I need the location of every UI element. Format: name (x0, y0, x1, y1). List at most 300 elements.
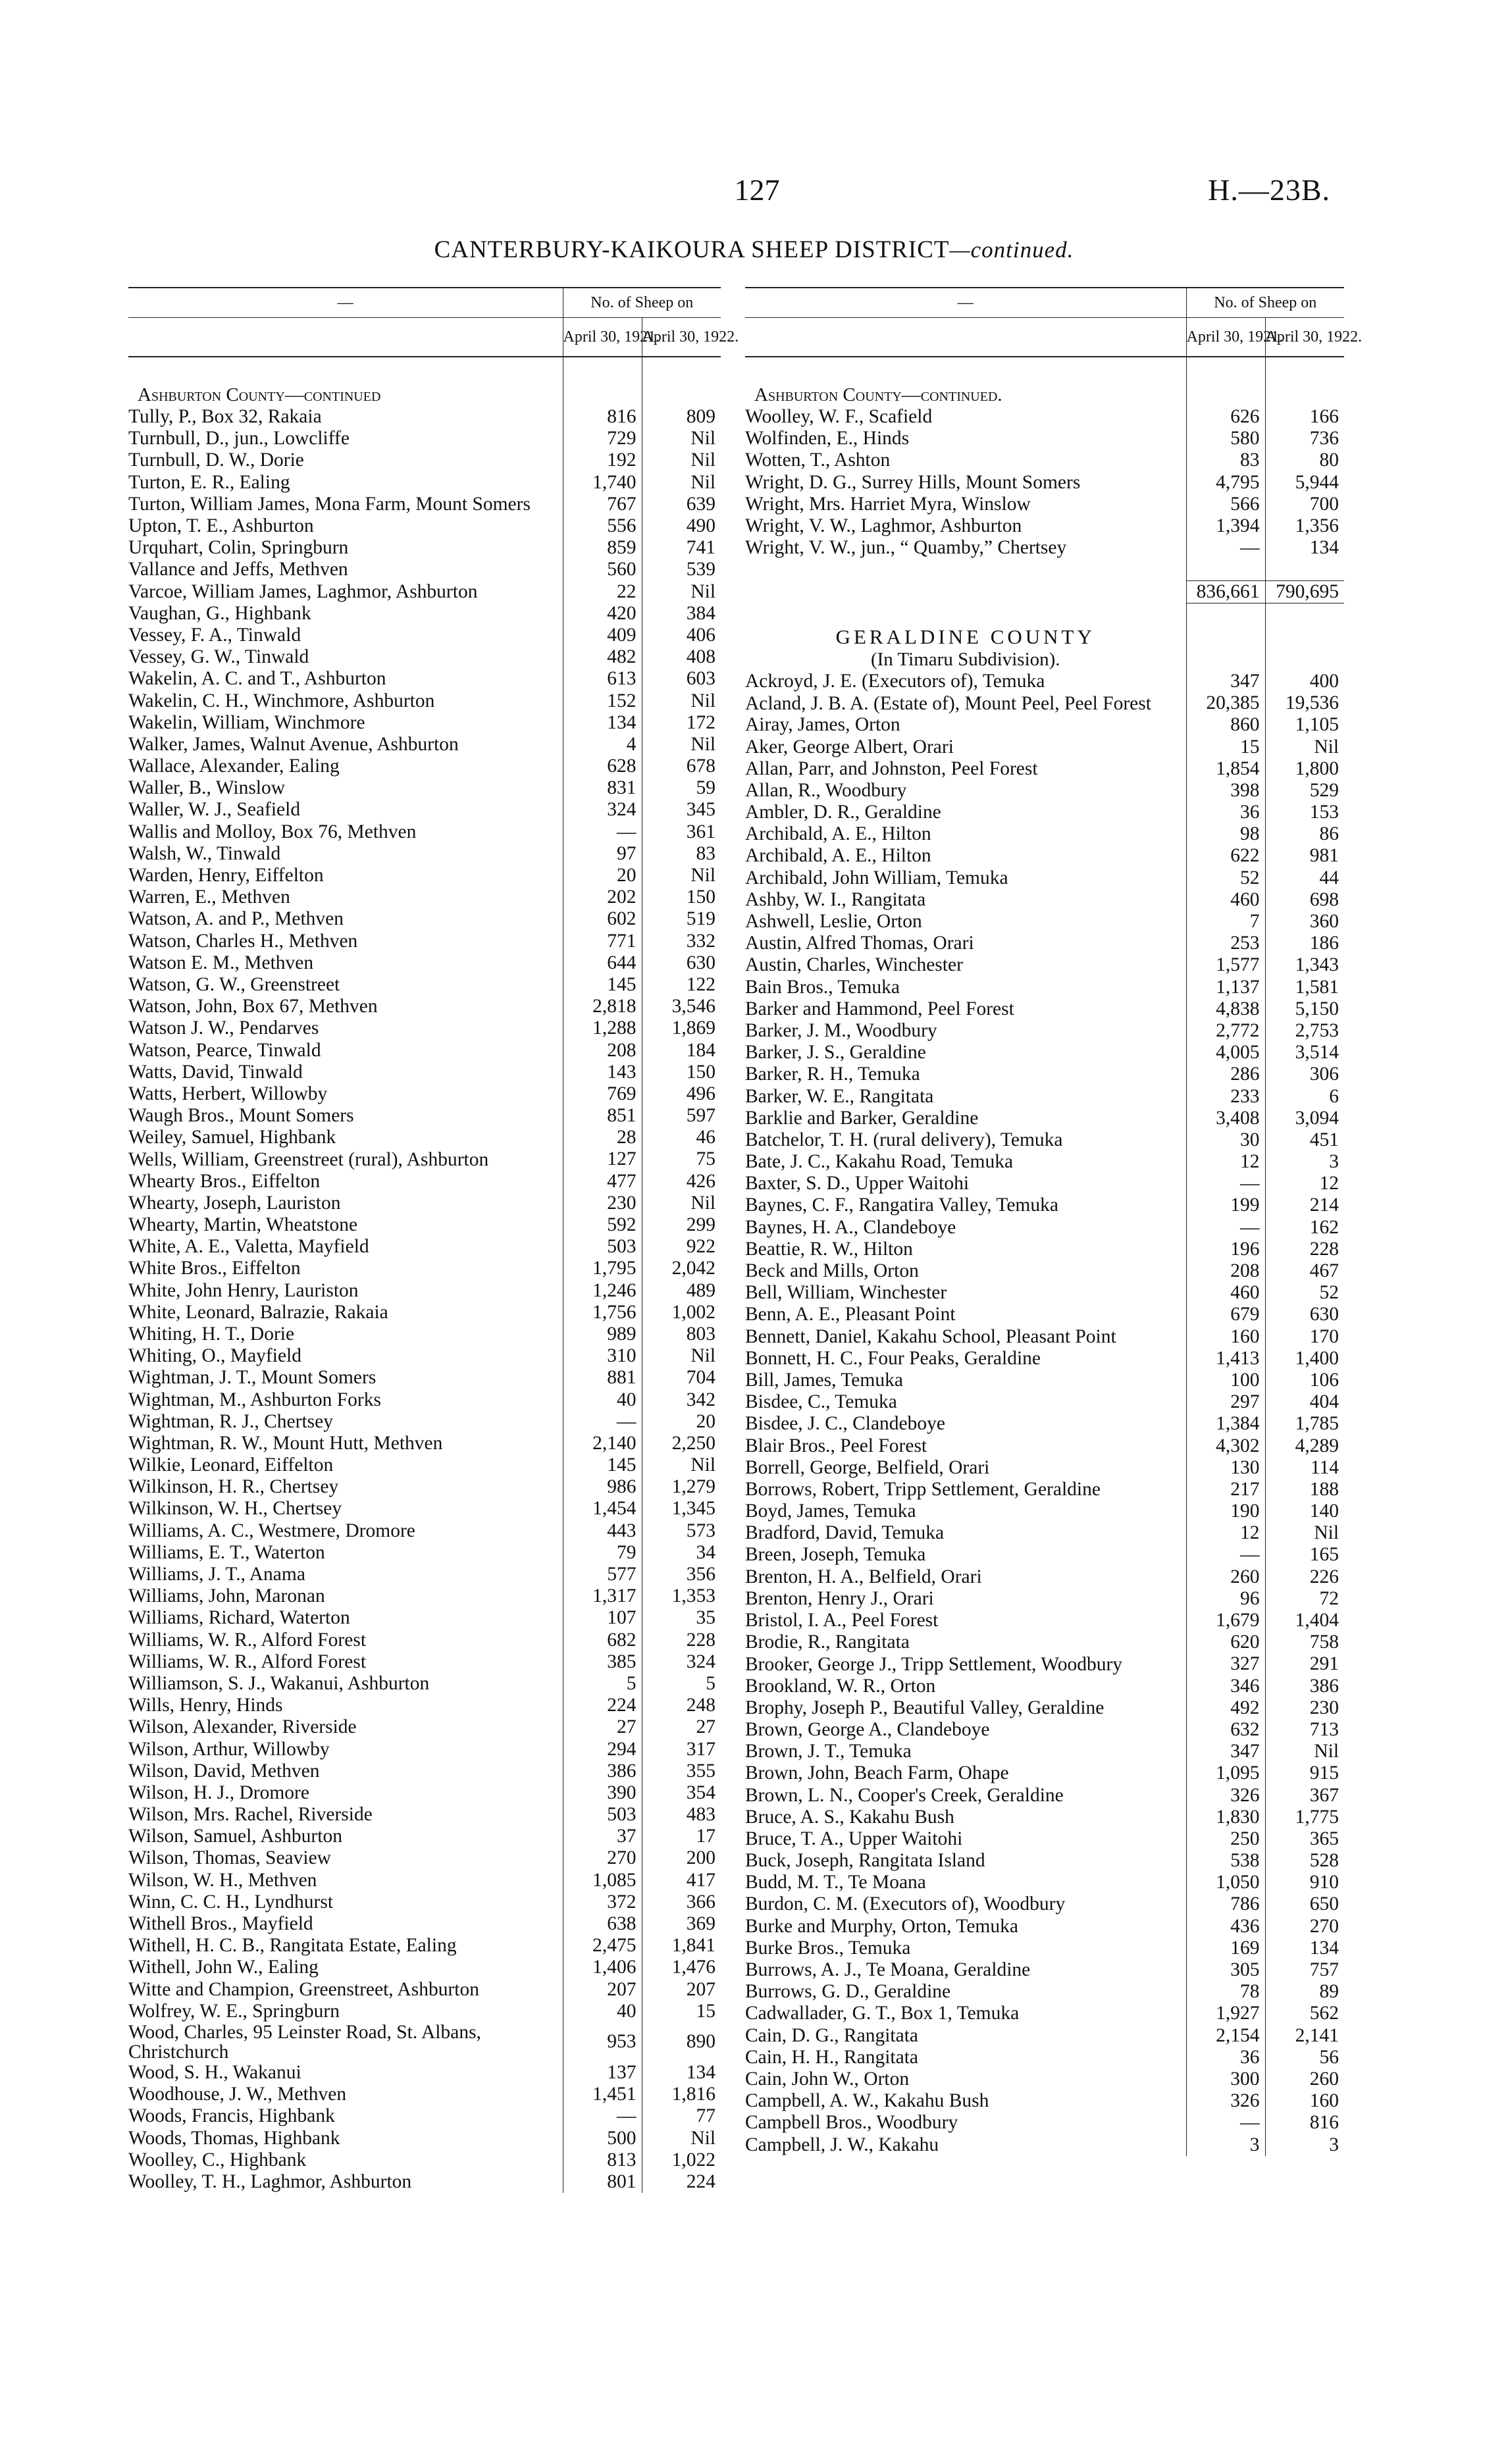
table-row (745, 1239, 1344, 1260)
owner-name: Bruce, T. A., Upper Waitohi (745, 1828, 963, 1849)
sheep-1921: 199 (1186, 1194, 1265, 1216)
sheep-1922: 165 (1265, 1544, 1344, 1566)
sheep-1922: 1,775 (1265, 1807, 1344, 1828)
owner-name: Wightman, M., Ashburton Forks (128, 1389, 381, 1410)
owner-name: Bennett, Daniel, Kakahu School, Pleasant Point (745, 1326, 1116, 1348)
sheep-1922: 20 (642, 1411, 721, 1433)
sheep-1922: 230 (1265, 1697, 1344, 1719)
table-row (128, 1433, 721, 1454)
section-heading: Ashburton County—continued. (754, 384, 1002, 405)
sheep-1922: 52 (1265, 1282, 1344, 1304)
owner-name: Ashby, W. I., Rangitata (745, 888, 926, 910)
sheep-1921: 767 (563, 494, 642, 515)
owner-name: Warren, E., Methven (128, 886, 290, 908)
owner-name: Barker, J. S., Geraldine (745, 1042, 926, 1064)
table-row (128, 1935, 721, 1957)
owner-name: Barker, R. H., Temuka (745, 1064, 920, 1085)
owner-name: Cain, John W., Orton (745, 2068, 910, 2090)
sheep-1922: Nil (642, 428, 721, 449)
sheep-1921: 305 (1186, 1959, 1265, 1981)
sheep-1922: 5,944 (1265, 472, 1344, 494)
sheep-1922: 1,105 (1265, 714, 1344, 736)
table-row (745, 867, 1344, 889)
sheep-1921: 477 (563, 1171, 642, 1193)
sheep-1922: 1,022 (642, 2149, 721, 2171)
sheep-1921: 160 (1186, 1326, 1265, 1348)
owner-name: Beattie, R. W., Hilton (745, 1238, 913, 1260)
table-row (745, 2025, 1344, 2047)
owner-name: Bain Bros., Temuka (745, 976, 900, 998)
owner-name: Burrows, G. D., Geraldine (745, 1981, 951, 2003)
table-row (745, 2090, 1344, 2112)
owner-name: Williams, E. T., Waterton (128, 1541, 325, 1563)
owner-name: Breen, Joseph, Temuka (745, 1544, 926, 1566)
sheep-1922: 224 (642, 2171, 721, 2193)
sheep-1921: 224 (563, 1695, 642, 1716)
owner-name: Brookland, W. R., Orton (745, 1675, 936, 1697)
table-row (745, 845, 1344, 867)
right-column (745, 287, 1363, 2156)
owner-name: Burdon, C. M. (Executors of), Woodbury (745, 1893, 1066, 1915)
owner-name: Aker, George Albert, Orari (745, 736, 954, 757)
sheep-1921: 326 (1186, 2090, 1265, 2112)
sheep-1921: 953 (563, 2022, 642, 2062)
table-row (745, 802, 1344, 823)
sheep-1922: 384 (642, 603, 721, 625)
sheep-1922: 5 (642, 1673, 721, 1695)
owner-name: Williamson, S. J., Wakanui, Ashburton (128, 1672, 430, 1694)
sheep-1921: 4,005 (1186, 1042, 1265, 1064)
owner-name: Watson E. M., Methven (128, 952, 314, 973)
sheep-1921: 602 (563, 908, 642, 930)
owner-name: Buck, Joseph, Rangitata Island (745, 1850, 985, 1872)
owner-name: Watts, David, Tinwald (128, 1061, 303, 1083)
table-row (745, 1064, 1344, 1085)
sheep-1922: 80 (1265, 449, 1344, 471)
sheep-1922: 3,514 (1265, 1042, 1344, 1064)
table-row (128, 1083, 721, 1105)
sheep-1922: Nil (1265, 736, 1344, 757)
sheep-1921: 78 (1186, 1981, 1265, 2003)
table-row (745, 1391, 1344, 1413)
sheep-1921: 613 (563, 668, 642, 690)
sheep-1921: 96 (1186, 1588, 1265, 1610)
owner-name: Borrows, Robert, Tripp Settlement, Geraldine (745, 1478, 1101, 1500)
sheep-1921: 98 (1186, 823, 1265, 845)
right-table (745, 287, 1363, 2156)
sheep-1921: 851 (563, 1105, 642, 1127)
table-row (745, 823, 1344, 845)
sheep-1922: 573 (642, 1520, 721, 1542)
owner-name: Whiting, O., Mayfield (128, 1345, 301, 1367)
owner-name: Brown, John, Beach Farm, Ohape (745, 1762, 1009, 1784)
owner-name: Ashwell, Leslie, Orton (745, 911, 922, 933)
owner-name: Cain, D. G., Rangitata (745, 2024, 918, 2046)
table-row (128, 1738, 721, 1760)
table-row (745, 780, 1344, 802)
sheep-1921: 831 (563, 777, 642, 799)
table-row (745, 1544, 1344, 1566)
sheep-1921: 324 (563, 799, 642, 821)
table-row (128, 1716, 721, 1738)
table-row (128, 2149, 721, 2171)
owner-name: Wright, Mrs. Harriet Myra, Winslow (745, 493, 1031, 515)
subdivision-heading: (In Timaru Subdivision). (870, 648, 1060, 670)
owner-name: Boyd, James, Temuka (745, 1501, 916, 1522)
sheep-1922: 529 (1265, 780, 1344, 802)
sheep-1921: 420 (563, 603, 642, 625)
owner-name: Wood, S. H., Wakanui (128, 2061, 301, 2083)
owner-name: Archibald, A. E., Hilton (745, 845, 931, 867)
owner-name: Burrows, A. J., Te Moana, Geraldine (745, 1959, 1031, 1981)
sheep-1921: 270 (563, 1847, 642, 1869)
sheep-1922: 35 (642, 1607, 721, 1629)
sheep-1921: 620 (1186, 1631, 1265, 1653)
sheep-1921: 230 (563, 1193, 642, 1214)
table-row (128, 1913, 721, 1935)
table-row (745, 1807, 1344, 1828)
sheep-1922: Nil (1265, 1741, 1344, 1762)
sheep-1921: — (1186, 1173, 1265, 1194)
sheep-1921: 386 (563, 1760, 642, 1782)
table-row (745, 494, 1344, 515)
page-number: 127 (734, 173, 780, 207)
sheep-1922: 400 (1265, 671, 1344, 692)
header-dash: — (745, 288, 1186, 318)
sheep-1922: 809 (642, 406, 721, 428)
owner-name: Woods, Thomas, Highbank (128, 2127, 340, 2149)
table-row (745, 1828, 1344, 1850)
owner-name: Turnbull, D., jun., Lowcliffe (128, 428, 350, 449)
table-row (128, 1062, 721, 1083)
sheep-1921: — (1186, 1217, 1265, 1239)
owner-name: Bradford, David, Temuka (745, 1522, 945, 1544)
sheep-1921: 233 (1186, 1085, 1265, 1107)
table-row (128, 1171, 721, 1193)
sheep-1921: 192 (563, 449, 642, 471)
sheep-1922: 369 (642, 1913, 721, 1935)
sheep-1922: Nil (642, 472, 721, 494)
owner-name: Brenton, Henry J., Orari (745, 1587, 934, 1609)
sheep-1921: 492 (1186, 1697, 1265, 1719)
owner-name: Austin, Alfred Thomas, Orari (745, 933, 974, 954)
header-1921: April 30, 1921. (1186, 318, 1265, 357)
owner-name: Walsh, W., Tinwald (128, 842, 281, 864)
sheep-1921: 2,154 (1186, 2025, 1265, 2047)
owner-name: Woolley, T. H., Laghmor, Ashburton (128, 2170, 412, 2192)
sheep-1921: 1,384 (1186, 1413, 1265, 1435)
sheep-1922: 162 (1265, 1217, 1344, 1239)
sheep-1921: 1,577 (1186, 954, 1265, 976)
table-row (128, 996, 721, 1017)
sheep-1921: 409 (563, 625, 642, 646)
sheep-1922: 140 (1265, 1501, 1344, 1522)
owner-name: Walker, James, Walnut Avenue, Ashburton (128, 733, 459, 755)
sheep-1922: 361 (642, 821, 721, 843)
sheep-1922: 1,581 (1265, 977, 1344, 998)
sheep-1922: 3 (1265, 1151, 1344, 1173)
sheep-1922: 160 (1265, 2090, 1344, 2112)
table-row (128, 1323, 721, 1345)
sheep-1921: 294 (563, 1738, 642, 1760)
sheep-1921: 20,385 (1186, 692, 1265, 714)
table-row (128, 2062, 721, 2084)
sheep-1922: 704 (642, 1367, 721, 1389)
owner-name: Woodhouse, J. W., Methven (128, 2084, 347, 2105)
table-row (128, 1520, 721, 1542)
table-row (745, 1872, 1344, 1893)
table-row (128, 865, 721, 886)
sheep-1922: 75 (642, 1148, 721, 1170)
sheep-1921: — (563, 2105, 642, 2127)
sheep-1922: 15 (642, 2001, 721, 2022)
sheep-1921: 22 (563, 581, 642, 603)
table-row (745, 1108, 1344, 1129)
table-row (128, 1258, 721, 1279)
sheep-1921: 881 (563, 1367, 642, 1389)
table-row (128, 777, 721, 799)
sheep-1922: 910 (1265, 1872, 1344, 1893)
sheep-1922: 639 (642, 494, 721, 515)
sheep-1921: 15 (1186, 736, 1265, 757)
sheep-1922: 757 (1265, 1959, 1344, 1981)
sheep-1921: 36 (1186, 802, 1265, 823)
table-row (745, 933, 1344, 954)
owner-name: Woods, Francis, Highbank (128, 2105, 335, 2127)
sheep-1922: 366 (642, 1891, 721, 1913)
sheep-1922: 1,279 (642, 1476, 721, 1498)
sheep-1921: 202 (563, 886, 642, 908)
sheep-1922: 408 (642, 646, 721, 668)
sheep-1921: 79 (563, 1542, 642, 1564)
owner-name: Wilkinson, W. H., Chertsey (128, 1498, 342, 1520)
table-row (128, 821, 721, 843)
table-row (128, 494, 721, 515)
sheep-1922: 356 (642, 1564, 721, 1585)
owner-name: Wilkinson, H. R., Chertsey (128, 1476, 339, 1498)
owner-name: Campbell, J. W., Kakahu (745, 2134, 939, 2155)
owner-name: Batchelor, T. H. (rural delivery), Temuka (745, 1129, 1063, 1150)
table-row (745, 1697, 1344, 1719)
sheep-1921: 127 (563, 1148, 642, 1170)
sheep-1922: 365 (1265, 1828, 1344, 1850)
owner-name: Withell Bros., Mayfield (128, 1913, 313, 1935)
sheep-1921: — (1186, 2112, 1265, 2134)
owner-name: Wilson, W. H., Methven (128, 1869, 317, 1891)
owner-name: White, John Henry, Lauriston (128, 1279, 359, 1301)
table-row (128, 559, 721, 580)
table-row (745, 1413, 1344, 1435)
sheep-1921: 196 (1186, 1239, 1265, 1260)
table-row (128, 1367, 721, 1389)
table-row (128, 1804, 721, 1826)
sheep-1922: 166 (1265, 406, 1344, 428)
sheep-1921: 592 (563, 1214, 642, 1236)
sheep-1921: — (1186, 537, 1265, 559)
table-row (128, 1389, 721, 1410)
table-row (128, 1979, 721, 2001)
table-row (745, 692, 1344, 714)
owner-name: Wilson, H. J., Dromore (128, 1782, 309, 1803)
sheep-1922: 226 (1265, 1566, 1344, 1588)
owner-name: Wilson, Mrs. Rachel, Riverside (128, 1804, 373, 1826)
owner-name: Watson J. W., Pendarves (128, 1017, 319, 1039)
table-row (128, 734, 721, 756)
sheep-1922: Nil (642, 1193, 721, 1214)
sheep-1922: 1,869 (642, 1017, 721, 1039)
table-row (745, 1304, 1344, 1325)
sheep-1922: 1,002 (642, 1302, 721, 1323)
header-1922: April 30, 1922. (642, 318, 721, 357)
sheep-1921: 190 (1186, 1501, 1265, 1522)
sheep-1922: Nil (642, 865, 721, 886)
sheep-1921: 12 (1186, 1522, 1265, 1544)
owner-name: Bruce, A. S., Kakahu Bush (745, 1806, 954, 1828)
table-row (745, 428, 1344, 449)
table-row (745, 2003, 1344, 2024)
owner-name: Watson, A. and P., Methven (128, 908, 344, 930)
table-row (128, 974, 721, 996)
table-row (128, 1302, 721, 1323)
table-row (128, 1564, 721, 1585)
sheep-1921: 1,288 (563, 1017, 642, 1039)
table-row (745, 736, 1344, 757)
owner-name: Watts, Herbert, Willowby (128, 1083, 328, 1104)
owner-name: Warden, Henry, Eiffelton (128, 865, 324, 886)
owner-name: Allan, Parr, and Johnston, Peel Forest (745, 757, 1038, 779)
owner-name: Baynes, H. A., Clandeboye (745, 1216, 956, 1238)
sheep-1921: 390 (563, 1782, 642, 1804)
owner-name: Williams, W. R., Alford Forest (128, 1651, 367, 1672)
sheep-1921: 1,406 (563, 1957, 642, 1978)
sheep-1922: 1,356 (1265, 515, 1344, 537)
sheep-1921: 628 (563, 756, 642, 777)
sheep-1921: 1,413 (1186, 1348, 1265, 1370)
sheep-1921: 813 (563, 2149, 642, 2171)
sheep-1921: 2,772 (1186, 1020, 1265, 1042)
sheep-1921: 1,050 (1186, 1872, 1265, 1893)
sheep-1922: 597 (642, 1105, 721, 1127)
table-row (128, 2084, 721, 2105)
owner-name: Brown, J. T., Temuka (745, 1741, 912, 1762)
sheep-1921: 1,095 (1186, 1762, 1265, 1784)
sheep-1922: 519 (642, 908, 721, 930)
owner-name: Urquhart, Colin, Springburn (128, 537, 349, 559)
sheep-1922: 630 (1265, 1304, 1344, 1325)
sheep-1922: 490 (642, 515, 721, 537)
owner-name: Wood, Charles, 95 Leinster Road, St. Albans, Christchurch (128, 2021, 481, 2063)
sheep-1921: 217 (1186, 1479, 1265, 1501)
table-row (128, 1236, 721, 1258)
table-row (128, 2171, 721, 2193)
sheep-1921: 310 (563, 1345, 642, 1367)
sheep-1922: 317 (642, 1738, 721, 1760)
table-row (128, 1148, 721, 1170)
sheep-1921: 801 (563, 2171, 642, 2193)
table-row (128, 1454, 721, 1476)
sheep-1922: 170 (1265, 1326, 1344, 1348)
table-row (745, 1522, 1344, 1544)
table-row (128, 2105, 721, 2127)
owner-name: Brophy, Joseph P., Beautiful Valley, Geraldine (745, 1697, 1105, 1719)
table-row (745, 1435, 1344, 1456)
sheep-1921: 622 (1186, 845, 1265, 867)
sheep-1921: 20 (563, 865, 642, 886)
sheep-1922: 741 (642, 537, 721, 559)
sheep-1922: 700 (1265, 494, 1344, 515)
sheep-1922: 345 (642, 799, 721, 821)
sheep-1922: 214 (1265, 1194, 1344, 1216)
owner-name: Turnbull, D. W., Dorie (128, 449, 304, 471)
owner-name: Waller, W. J., Seafield (128, 799, 301, 821)
owner-name: Brodie, R., Rangitata (745, 1631, 910, 1653)
sheep-1921: 503 (563, 1236, 642, 1258)
sheep-1921: 682 (563, 1630, 642, 1651)
table-row (745, 1370, 1344, 1391)
sheep-1922: 354 (642, 1782, 721, 1804)
owner-name: Wilson, David, Methven (128, 1760, 320, 1782)
owner-name: White Bros., Eiffelton (128, 1258, 301, 1279)
sheep-1921: 482 (563, 646, 642, 668)
sheep-1921: — (1186, 1544, 1265, 1566)
sheep-1921: 327 (1186, 1653, 1265, 1675)
sheep-1922: 1,353 (642, 1585, 721, 1607)
sheep-1922: 528 (1265, 1850, 1344, 1872)
title-text: CANTERBURY-KAIKOURA SHEEP DISTRICT (434, 236, 950, 263)
sheep-1922: 1,345 (642, 1498, 721, 1520)
sheep-1922: 59 (642, 777, 721, 799)
sheep-1921: 100 (1186, 1370, 1265, 1391)
table-row (745, 1588, 1344, 1610)
owner-name: Whearty, Martin, Wheatstone (128, 1214, 358, 1236)
sheep-1921: 347 (1186, 1741, 1265, 1762)
left-table (128, 287, 739, 2193)
sheep-1921: 145 (563, 974, 642, 996)
owner-name: Wightman, R. J., Chertsey (128, 1410, 333, 1432)
header-group: No. of Sheep on (1186, 288, 1344, 318)
table-row (745, 1501, 1344, 1522)
header-1922: April 30, 1922. (1265, 318, 1344, 357)
sheep-1922: 134 (642, 2062, 721, 2084)
sheep-1922: 2,753 (1265, 1020, 1344, 1042)
sheep-1921: 37 (563, 1826, 642, 1847)
sheep-1921: 52 (1186, 867, 1265, 889)
table-row (745, 1631, 1344, 1653)
sheep-1922: 134 (1265, 1938, 1344, 1959)
table-row (745, 1457, 1344, 1479)
sheep-1921: 1,137 (1186, 977, 1265, 998)
table-row (745, 1893, 1344, 1915)
owner-name: Baxter, S. D., Upper Waitohi (745, 1173, 970, 1194)
table-row (745, 1326, 1344, 1348)
sheep-1921: 398 (1186, 780, 1265, 802)
total-1921: 836,661 (1186, 581, 1265, 603)
sheep-1921: 1,317 (563, 1585, 642, 1607)
header-group: No. of Sheep on (563, 288, 721, 318)
sheep-1921: 577 (563, 1564, 642, 1585)
total-1922: 790,695 (1265, 581, 1344, 603)
sheep-1921: 40 (563, 1389, 642, 1410)
sheep-1922: 332 (642, 931, 721, 952)
owner-name: Vallance and Jeffs, Methven (128, 559, 348, 580)
table-row (745, 1085, 1344, 1107)
sheep-1921: 729 (563, 428, 642, 449)
table-row (745, 1676, 1344, 1697)
sheep-1922: 291 (1265, 1653, 1344, 1675)
sheep-1921: 632 (1186, 1719, 1265, 1741)
county-heading: GERALDINE COUNTY (835, 625, 1095, 648)
owner-name: Cain, H. H., Rangitata (745, 2046, 918, 2068)
